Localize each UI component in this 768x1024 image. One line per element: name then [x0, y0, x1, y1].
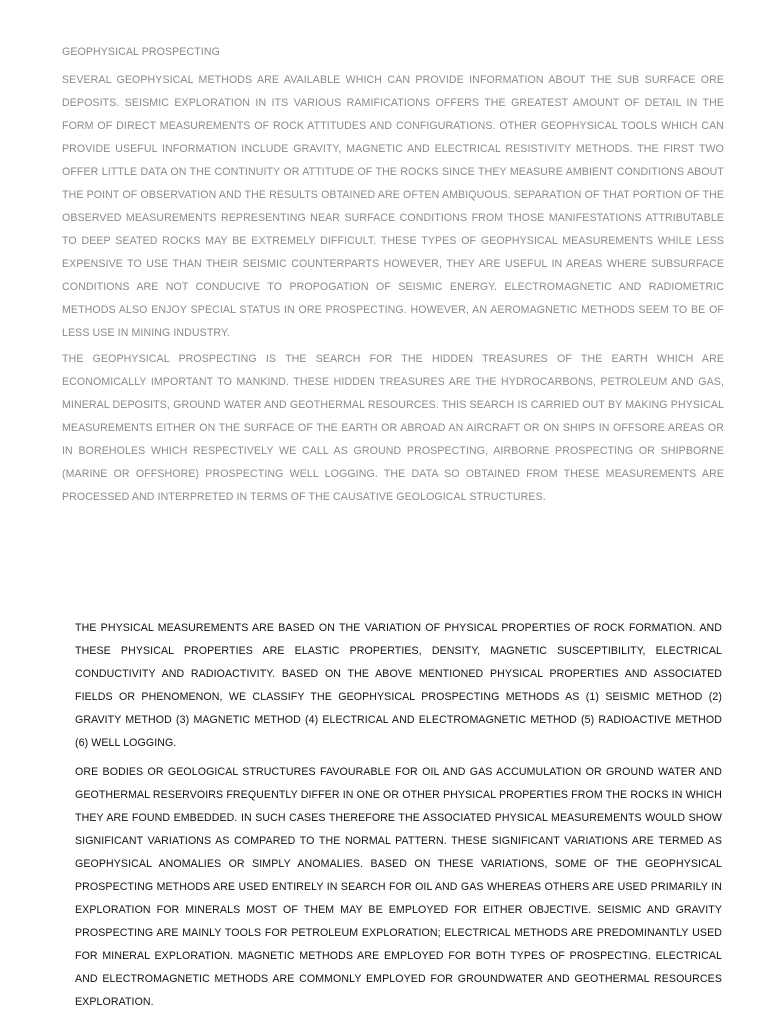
- paragraph-geophysical-anomalies: ORE BODIES OR GEOLOGICAL STRUCTURES FAVOURABLE FOR OIL AND GAS ACCUMULATION OR GROUND WATER AND GEOTHERMAL RESERVOIRS FREQUENTLY DIFFER IN ONE OR OTHER PHYSICAL PROPERTIES FROM THE ROCKS IN WHICH THEY ARE FOUND EMBEDDED. IN SUCH CASES THEREFORE THE ASSOCIATED PHYSICAL MEASUREMENTS WOULD SHOW SIGNIFICANT VARIATIONS AS COMPARED TO THE NORMAL PATTERN. THESE SIGNIFICANT VARIATIONS ARE TERMED AS GEOPHYSICAL ANOMALIES OR SIMPLY ANOMALIES. BASED ON THESE VARIATIONS, SOME OF THE GEOPHYSICAL PROSPECTING METHODS ARE USED ENTIRELY IN SEARCH FOR OIL AND GAS WHEREAS OTHERS ARE USED PRIMARILY IN EXPLORATION FOR MINERALS MOST OF THEM MAY BE EMPLOYED FOR EITHER OBJECTIVE. SEISMIC AND GRAVITY PROSPECTING ARE MAINLY TOOLS FOR PETROLEUM EXPLORATION; ELECTRICAL METHODS ARE PREDOMINANTLY USED FOR MINERAL EXPLORATION. MAGNETIC METHODS ARE EMPLOYED FOR BOTH TYPES OF PROSPECTING. ELECTRICAL AND ELECTROMAGNETIC METHODS ARE COMMONLY EMPLOYED FOR GROUNDWATER AND GEOTHERMAL RESOURCES EXPLORATION.: [75, 766, 722, 1008]
- document-heading: GEOPHYSICAL PROSPECTING: [62, 46, 220, 58]
- paragraph-prospecting-definition: THE GEOPHYSICAL PROSPECTING IS THE SEARCH FOR THE HIDDEN TREASURES OF THE EARTH WHICH ARE ECONOMICALLY IMPORTANT TO MANKIND. THESE HIDDEN TREASURES ARE THE HYDROCARBONS, PETROLEUM AND GAS, MINERAL DEPOSITS, GROUND WATER AND GEOTHERMAL RESOURCES. THIS SEARCH IS CARRIED OUT BY MAKING PHYSICAL MEASUREMENTS EITHER ON THE SURFACE OF THE EARTH OR ABROAD AN AIRCRAFT OR ON SHIPS IN OFFSORE AREAS OR IN BOREHOLES WHICH RESPECTIVELY WE CALL AS GROUND PROSPECTING, AIRBORNE PROSPECTING OR SHIPBORNE (MARINE OR OFFSHORE) PROSPECTING WELL LOGGING. THE DATA SO OBTAINED FROM THESE MEASUREMENTS ARE PROCESSED AND INTERPRETED IN TERMS OF THE CAUSATIVE GEOLOGICAL STRUCTURES.: [62, 353, 724, 503]
- paragraph-physical-measurements: THE PHYSICAL MEASUREMENTS ARE BASED ON THE VARIATION OF PHYSICAL PROPERTIES OF ROCK FORMATION. AND THESE PHYSICAL PROPERTIES ARE ELASTIC PROPERTIES, DENSITY, MAGNETIC SUSCEPTIBILITY, ELECTRICAL CONDUCTIVITY AND RADIOACTIVITY. BASED ON THE ABOVE MENTIONED PHYSICAL PROPERTIES AND ASSOCIATED FIELDS OR PHENOMENON, WE CLASSIFY THE GEOPHYSICAL PROSPECTING METHODS AS (1) SEISMIC METHOD (2) GRAVITY METHOD (3) MAGNETIC METHOD (4) ELECTRICAL AND ELECTROMAGNETIC METHOD (5) RADIOACTIVE METHOD (6) WELL LOGGING.: [75, 622, 722, 749]
- lower-text-section-2: [75, 761, 722, 1014]
- paragraph-methods-overview: SEVERAL GEOPHYSICAL METHODS ARE AVAILABLE WHICH CAN PROVIDE INFORMATION ABOUT THE SUB SURFACE ORE DEPOSITS. SEISMIC EXPLORATION IN ITS VARIOUS RAMIFICATIONS OFFERS THE GREATEST AMOUNT OF DETAIL IN THE FORM OF DIRECT MEASUREMENTS OF ROCK ATTITUDES AND CONFIGURATIONS. OTHER GEOPHYSICAL TOOLS WHICH CAN PROVIDE USEFUL INFORMATION INCLUDE GRAVITY, MAGNETIC AND ELECTRICAL RESISTIVITY METHODS. THE FIRST TWO OFFER LITTLE DATA ON THE CONTINUITY OR ATTITUDE OF THE ROCKS SINCE THEY MEASURE AMBIENT CONDITIONS ABOUT THE POINT OF OBSERVATION AND THE RESULTS OBTAINED ARE OFTEN AMBIQUOUS. SEPARATION OF THAT PORTION OF THE OBSERVED MEASUREMENTS REPRESENTING NEAR SURFACE CONDITIONS FROM THOSE MANIFESTATIONS ATTRIBUTABLE TO DEEP SEATED ROCKS MAY BE EXTREMELY DIFFICULT. THESE TYPES OF GEOPHYSICAL MEASUREMENTS WHILE LESS EXPENSIVE TO USE THAN THEIR SEISMIC COUNTERPARTS HOWEVER, THEY ARE USEFUL IN AREAS WHERE SUBSURFACE CONDITIONS ARE NOT CONDUCIVE TO PROPOGATION OF SEISMIC ENERGY. ELECTROMAGNETIC AND RADIOMETRIC METHODS ALSO ENJOY SPECIAL STATUS IN ORE PROSPECTING. HOWEVER, AN AEROMAGNETIC METHODS SEEM TO BE OF LESS USE IN MINING INDUSTRY.: [62, 74, 724, 339]
- lower-text-section-1: [75, 617, 722, 755]
- upper-text-section: [62, 44, 724, 512]
